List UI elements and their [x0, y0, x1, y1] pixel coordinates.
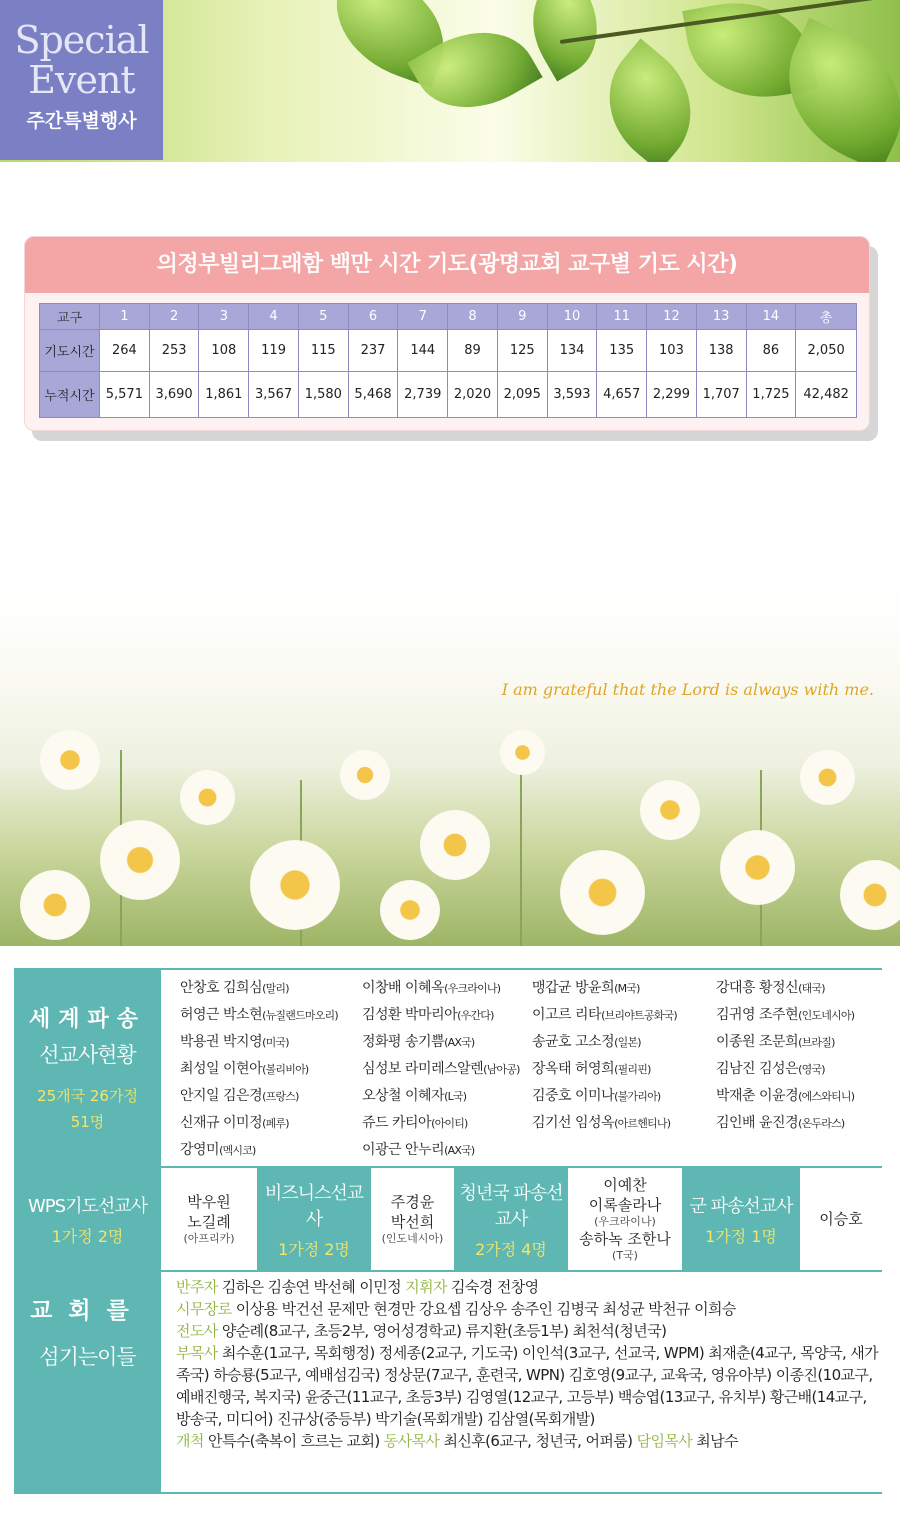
list-item: [716, 1110, 854, 1137]
missionary-name: 김기선 임성옥: [532, 1115, 615, 1131]
missionary-name: 주경윤: [390, 1193, 435, 1211]
daisy: [800, 750, 855, 805]
table-cell: 134: [547, 330, 597, 372]
table-header-cell: 10: [547, 304, 597, 330]
wps-names: [161, 1168, 257, 1270]
staff-names: 김하은 김송연 박선혜 이민정: [217, 1278, 406, 1296]
business-count: 1가정 2명: [278, 1239, 350, 1259]
table-cell: 144: [398, 330, 448, 372]
staff-line: [176, 1298, 882, 1320]
missionary-name: 안지일 김은경: [180, 1088, 263, 1104]
daisy: [20, 870, 90, 940]
table-cell: 237: [348, 330, 398, 372]
role-label: 개척: [176, 1432, 204, 1450]
church-info: [14, 968, 882, 1494]
table-cell: 42,482: [796, 372, 857, 418]
missionary-name: 강영미: [180, 1142, 220, 1158]
missionary-country: (미국): [262, 1036, 289, 1049]
missionary-name: 강대흥 황정신: [716, 980, 799, 996]
list-item: [716, 975, 854, 1002]
missionary-name: 이창배 이혜옥: [362, 980, 445, 996]
special-missionary-section: [14, 1168, 882, 1272]
missionary-name: 노길례: [187, 1213, 231, 1231]
table-header-cell: 5: [298, 304, 348, 330]
wps-label: [14, 1168, 161, 1270]
table-cell: 86: [746, 330, 796, 372]
list-item: [180, 1137, 338, 1164]
table-cell: 1,861: [199, 372, 249, 418]
missionary-name: 이종원 조문희: [716, 1034, 799, 1050]
missionary-name: 신재규 이미정: [180, 1115, 263, 1131]
business-title: 비즈니스선교사: [264, 1182, 364, 1230]
missionary-name: 박선희: [390, 1213, 435, 1231]
missionary-name: 송균호 고소정: [532, 1034, 615, 1050]
table-row: [40, 372, 857, 418]
prayer-hours-box: [24, 236, 878, 441]
table-header-cell: 1: [100, 304, 150, 330]
daisy: [420, 810, 490, 880]
daisy: [180, 770, 235, 825]
missionary-section: [14, 968, 882, 1168]
quote-text: I am grateful that the Lord is always with me.: [501, 680, 874, 699]
daisy-field-photo: [0, 580, 900, 946]
list-item: [532, 1083, 677, 1110]
missionary-name: 박용권 박지영: [180, 1034, 263, 1050]
top-banner: [0, 0, 900, 162]
daisy: [840, 860, 900, 930]
missionary-name: 박우원: [187, 1193, 231, 1211]
table-cell: 1,707: [696, 372, 746, 418]
table-header-cell: 4: [249, 304, 299, 330]
label-stat: [14, 1083, 161, 1135]
table-cell: 3,690: [149, 372, 199, 418]
prayer-panel: [24, 236, 870, 431]
army-title: 군 파송선교사: [689, 1195, 793, 1217]
role-label: 지휘자: [405, 1278, 447, 1296]
list-item: [362, 975, 520, 1002]
daisy: [40, 730, 100, 790]
table-cell: 1,580: [298, 372, 348, 418]
table-cell: 115: [298, 330, 348, 372]
table-cell: 2,095: [497, 372, 547, 418]
label-subtitle: 섬기는이들: [39, 1345, 136, 1369]
table-cell: 4,657: [597, 372, 647, 418]
table-cell: 253: [149, 330, 199, 372]
table-cell: 2,020: [448, 372, 498, 418]
staff-names: 양순례(8교구, 초등2부, 영어성경학교) 류지환(초등1부) 최천석(청년국): [217, 1322, 667, 1340]
daisy: [560, 850, 645, 935]
missionary-country: (필리핀): [614, 1063, 651, 1076]
table-header-cell: 14: [746, 304, 796, 330]
missionary-country: (온두라스): [798, 1117, 845, 1130]
missionary-name: 오상철 이혜자: [362, 1088, 445, 1104]
missionary-country: (브리야트공화국): [601, 1009, 677, 1022]
list-item: [532, 975, 677, 1002]
missionary-name: 이광근 안누리: [362, 1142, 445, 1158]
list-item: [362, 1110, 520, 1137]
table-header-cell: 총: [796, 304, 857, 330]
list-item: [532, 1002, 677, 1029]
list-item: [716, 1056, 854, 1083]
missionary-name: 송하녹 조한나: [579, 1230, 671, 1248]
label-stat-line: 51명: [70, 1113, 105, 1131]
missionary-country: (아이티): [431, 1117, 468, 1130]
missionary-country: (L국): [444, 1090, 467, 1103]
missionary-country: (말리): [262, 982, 289, 995]
missionary-name: 김성환 박마리아: [362, 1007, 458, 1023]
staff-names: 최신후(6교구, 청년국, 어퍼룸): [439, 1432, 637, 1450]
role-label: 전도사: [176, 1322, 218, 1340]
role-label: 동사목사: [383, 1432, 440, 1450]
list-item: [180, 1110, 338, 1137]
list-item: [532, 1056, 677, 1083]
role-label: 부목사: [176, 1344, 218, 1362]
staff-names: 안특수(축복이 흐르는 교회): [203, 1432, 384, 1450]
list-item: [362, 1029, 520, 1056]
table-cell: 2,739: [398, 372, 448, 418]
role-label: 시무장로: [176, 1300, 232, 1318]
table-cell: 2,050: [796, 330, 857, 372]
daisy: [500, 730, 545, 775]
missionary-name: 이예찬: [603, 1176, 647, 1194]
missionary-name: 정화평 송기쁨: [362, 1034, 445, 1050]
row-label: 누적시간: [40, 372, 100, 418]
prayer-title: 의정부빌리그래함 백만 시간 기도(광명교회 교구별 기도 시간): [25, 237, 869, 293]
staff-line: [176, 1430, 882, 1452]
table-cell: 3,593: [547, 372, 597, 418]
table-cell: 125: [497, 330, 547, 372]
missionary-name: 이승호: [819, 1210, 863, 1228]
badge-title-line2: Event: [28, 58, 135, 102]
label-subtitle: 선교사현황: [39, 1043, 136, 1067]
badge-title-line1: Special: [14, 18, 149, 62]
table-header-cell: 11: [597, 304, 647, 330]
missionary-name: 박재춘 이윤경: [716, 1088, 799, 1104]
staff-names: 이상용 박건선 문제만 현경만 강요셉 김상우 송주인 김병국 최성균 박천규 이희승: [231, 1300, 736, 1318]
list-item: [180, 1029, 338, 1056]
list-item: [716, 1002, 854, 1029]
role-label: 담임목사: [636, 1432, 693, 1450]
missionary-country: (인도네시아): [381, 1232, 444, 1245]
staff-names: 최수훈(1교구, 목회행정) 정세종(2교구, 기도국) 이인석(3교구, 선교국, WPM) 최재춘(4교구, 목양국, 새가족국) 하승룡(5교구, 예배섬김국) 정상문(7교구, 훈련국, WPN) 김호영(9교구, 교육국, 영유아부) 이종진(10교구, 예배진행국, 복지국) 윤중근(11교구, 초등3부) 김영열(12교구, 고등부) 백승엽(13교구, 유치부) 황근배(14교구, 방송국, 미디어) 진규상(중등부) 박기술(목회개발) 김삼열(목회개발): [176, 1344, 879, 1428]
prayer-hours-table: [39, 303, 857, 418]
daisy: [340, 750, 390, 800]
army-names: [800, 1168, 882, 1270]
staff-line: [176, 1276, 882, 1298]
missionary-name: 맹갑균 방윤희: [532, 980, 615, 996]
table-cell: 108: [199, 330, 249, 372]
missionary-column: [180, 975, 338, 1164]
business-names: [371, 1168, 454, 1270]
army-count: 1가정 1명: [705, 1226, 777, 1246]
missionary-country: (아르헨티나): [614, 1117, 671, 1130]
missionary-name: 최성일 이현아: [180, 1061, 263, 1077]
missionary-country: (브라질): [798, 1036, 835, 1049]
table-cell: 1,725: [746, 372, 796, 418]
wps-count: 1가정 2명: [51, 1226, 124, 1246]
staff-label: [14, 1272, 161, 1492]
missionary-name: 허영근 박소현: [180, 1007, 263, 1023]
table-cell: 103: [647, 330, 697, 372]
staff-line: [176, 1342, 882, 1430]
special-event-badge: [0, 0, 163, 160]
badge-subtitle: 주간특별행사: [26, 110, 137, 132]
staff-section: [14, 1272, 882, 1494]
missionary-country: (AX국): [444, 1036, 475, 1049]
army-label: [682, 1168, 800, 1270]
table-header-cell: 2: [149, 304, 199, 330]
missionary-column: [362, 975, 520, 1164]
missionary-name: 김귀영 조주현: [716, 1007, 799, 1023]
youth-count: 2가정 4명: [475, 1239, 547, 1259]
label-stat-line: 25개국 26가정: [37, 1087, 138, 1105]
missionary-country: (남아공): [483, 1063, 520, 1076]
table-header-cell: 13: [696, 304, 746, 330]
missionary-country: (영국): [798, 1063, 825, 1076]
staff-line: [176, 1320, 882, 1342]
list-item: [180, 1002, 338, 1029]
label-title: 교회를: [30, 1298, 145, 1324]
table-cell: 5,571: [100, 372, 150, 418]
list-item: [532, 1110, 677, 1137]
daisy: [380, 880, 440, 940]
list-item: [180, 975, 338, 1002]
table-header-cell: 교구: [40, 304, 100, 330]
table-cell: 2,299: [647, 372, 697, 418]
missionary-name: 이록솔라나: [588, 1196, 662, 1214]
daisy: [100, 820, 180, 900]
missionary-country: (인도네시아): [798, 1009, 855, 1022]
missionary-country: (볼리비아): [262, 1063, 309, 1076]
missionary-name: 쥬드 카티아: [362, 1115, 432, 1131]
missionary-country: (멕시코): [219, 1144, 256, 1157]
missionary-label: [14, 970, 161, 1166]
daisy: [720, 830, 795, 905]
missionary-name: 김중호 이미나: [532, 1088, 615, 1104]
daisy: [250, 840, 340, 930]
missionary-name: 장옥태 허영희: [532, 1061, 615, 1077]
table-row: [40, 330, 857, 372]
missionary-country: (M국): [614, 982, 640, 995]
table-header-cell: 3: [199, 304, 249, 330]
list-item: [362, 1137, 520, 1164]
table-cell: 3,567: [249, 372, 299, 418]
table-cell: 119: [249, 330, 299, 372]
missionary-country: (에스와티니): [798, 1090, 855, 1103]
label-title: 세계파송: [28, 1007, 146, 1032]
table-cell: 138: [696, 330, 746, 372]
table-header-cell: 8: [448, 304, 498, 330]
list-item: [532, 1029, 677, 1056]
youth-title: 청년국 파송선교사: [459, 1182, 563, 1230]
table-cell: 264: [100, 330, 150, 372]
staff-names: 최남수: [692, 1432, 738, 1450]
missionary-name: 김남진 김성은: [716, 1061, 799, 1077]
wps-title: WPS기도선교사: [27, 1195, 148, 1217]
daisy: [640, 780, 700, 840]
missionary-country: (우크라이나): [594, 1215, 656, 1228]
list-item: [362, 1056, 520, 1083]
table-cell: 5,468: [348, 372, 398, 418]
youth-names: [568, 1168, 682, 1270]
table-header-cell: 6: [348, 304, 398, 330]
list-item: [716, 1029, 854, 1056]
staff-names: 김숙경 전창영: [446, 1278, 539, 1296]
table-cell: 135: [597, 330, 647, 372]
list-item: [180, 1056, 338, 1083]
missionary-country: (뉴질랜드마오리): [262, 1009, 338, 1022]
missionary-country: (T국): [612, 1249, 638, 1262]
missionary-country: (우크라이나): [444, 982, 501, 995]
table-header-row: [40, 304, 857, 330]
list-item: [180, 1083, 338, 1110]
list-item: [362, 1002, 520, 1029]
missionary-column: [716, 975, 854, 1137]
table-header-cell: 7: [398, 304, 448, 330]
missionary-country: (페루): [262, 1117, 289, 1130]
missionary-country: (프랑스): [262, 1090, 299, 1103]
list-item: [716, 1083, 854, 1110]
list-item: [362, 1083, 520, 1110]
missionary-country: (태국): [798, 982, 825, 995]
missionary-name: 김인배 윤진경: [716, 1115, 799, 1131]
youth-label: [454, 1168, 568, 1270]
business-label: [257, 1168, 371, 1270]
role-label: 반주자: [176, 1278, 218, 1296]
table-cell: 89: [448, 330, 498, 372]
staff-list: [176, 1276, 882, 1452]
missionary-country: (일본): [614, 1036, 641, 1049]
missionary-name: 이고르 리타: [532, 1007, 602, 1023]
missionary-country: (우간다): [457, 1009, 494, 1022]
missionary-name: 안창호 김희심: [180, 980, 263, 996]
missionary-country: (아프리카): [183, 1232, 235, 1245]
table-header-cell: 12: [647, 304, 697, 330]
missionary-country: (AX국): [444, 1144, 475, 1157]
table-header-cell: 9: [497, 304, 547, 330]
missionary-column: [532, 975, 677, 1137]
missionary-name: 심성보 라미레스알렌: [362, 1061, 484, 1077]
row-label: 기도시간: [40, 330, 100, 372]
missionary-country: (불가리아): [614, 1090, 661, 1103]
